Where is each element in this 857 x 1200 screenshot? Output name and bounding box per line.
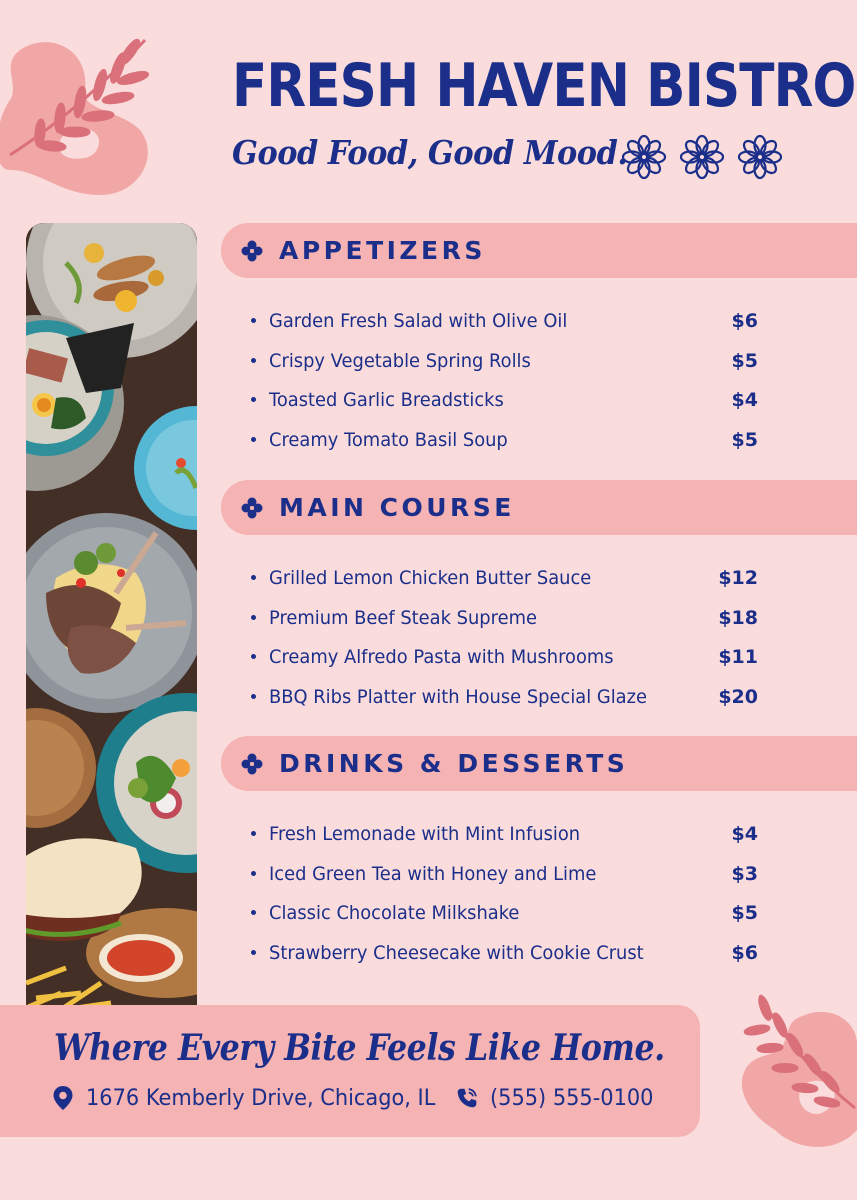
item-price: $4	[731, 389, 758, 412]
menu-item	[221, 598, 857, 638]
food-photo-illustration	[26, 223, 197, 1013]
flower-bullet-icon	[241, 497, 263, 519]
flower-bullet-icon	[241, 753, 263, 775]
menu-item	[221, 814, 857, 854]
flower-bullet-icon	[241, 240, 263, 262]
menu-list	[221, 814, 857, 973]
menu-item	[221, 341, 857, 381]
section-header	[221, 223, 857, 278]
flower-icon	[678, 133, 726, 181]
item-price: $5	[731, 902, 758, 925]
leaf-branch-decoration-top	[0, 30, 170, 210]
item-price: $18	[718, 606, 758, 629]
section-title: APPETIZERS	[279, 236, 486, 265]
item-price: $3	[731, 862, 758, 885]
item-name: Iced Green Tea with Honey and Lime	[269, 862, 597, 885]
address	[52, 1085, 454, 1111]
item-name: Creamy Tomato Basil Soup	[269, 428, 508, 451]
phone	[456, 1085, 662, 1111]
item-name: Toasted Garlic Breadsticks	[269, 389, 504, 412]
footer-tagline: Where Every Bite Feels Like Home.	[54, 1027, 665, 1069]
address-text: 1676 Kemberly Drive, Chicago, IL	[86, 1085, 436, 1111]
item-name: Crispy Vegetable Spring Rolls	[269, 349, 531, 372]
section-drinks-desserts	[221, 736, 857, 973]
phone-text: (555) 555-0100	[490, 1085, 654, 1111]
bullet	[251, 575, 256, 580]
flower-icon	[620, 133, 668, 181]
bullet	[251, 950, 256, 955]
item-name: Fresh Lemonade with Mint Infusion	[269, 822, 581, 845]
item-price: $6	[731, 309, 758, 332]
bullet	[251, 871, 256, 876]
item-name: Premium Beef Steak Supreme	[269, 606, 537, 629]
item-name: Classic Chocolate Milkshake	[269, 902, 520, 925]
menu-item	[221, 420, 857, 460]
footer-banner	[0, 1005, 700, 1137]
tagline: Good Food, Good Mood.	[232, 133, 628, 172]
section-appetizers	[221, 223, 857, 460]
item-price: $5	[731, 349, 758, 372]
bullet	[251, 910, 256, 915]
item-price: $6	[731, 941, 758, 964]
bullet	[251, 318, 256, 323]
menu-item	[221, 854, 857, 894]
leaf-branch-decoration-bottom	[735, 990, 857, 1160]
bullet	[251, 654, 256, 659]
bullet	[251, 358, 256, 363]
menu-list	[221, 301, 857, 460]
menu-item	[221, 933, 857, 973]
item-name: Creamy Alfredo Pasta with Mushrooms	[269, 646, 614, 669]
section-main-course	[221, 480, 857, 717]
menu-item	[221, 380, 857, 420]
bullet	[251, 615, 256, 620]
location-pin-icon	[52, 1085, 74, 1111]
menu-item	[221, 301, 857, 341]
bullet	[251, 831, 256, 836]
phone-icon	[456, 1085, 478, 1111]
flower-decoration	[620, 133, 784, 181]
section-title: DRINKS & DESSERTS	[279, 749, 629, 778]
section-title: MAIN COURSE	[279, 493, 515, 522]
item-price: $5	[731, 428, 758, 451]
menu-item	[221, 677, 857, 717]
menu-item	[221, 637, 857, 677]
section-header	[221, 480, 857, 535]
item-name: Grilled Lemon Chicken Butter Sauce	[269, 566, 592, 589]
bullet	[251, 437, 256, 442]
item-price: $12	[718, 566, 758, 589]
item-name: BBQ Ribs Platter with House Special Glaze	[269, 685, 647, 708]
tagline-row	[232, 133, 662, 172]
section-header	[221, 736, 857, 791]
bullet	[251, 694, 256, 699]
menu-list	[221, 558, 857, 717]
menu-item	[221, 558, 857, 598]
flower-icon	[736, 133, 784, 181]
item-name: Strawberry Cheesecake with Cookie Crust	[269, 941, 644, 964]
page-title: FRESH HAVEN BISTRO	[232, 51, 856, 121]
item-price: $4	[731, 822, 758, 845]
item-price: $11	[718, 646, 758, 669]
bullet	[251, 397, 256, 402]
menu-item	[221, 893, 857, 933]
food-photo	[26, 223, 197, 1013]
item-name: Garden Fresh Salad with Olive Oil	[269, 309, 568, 332]
item-price: $20	[718, 685, 758, 708]
